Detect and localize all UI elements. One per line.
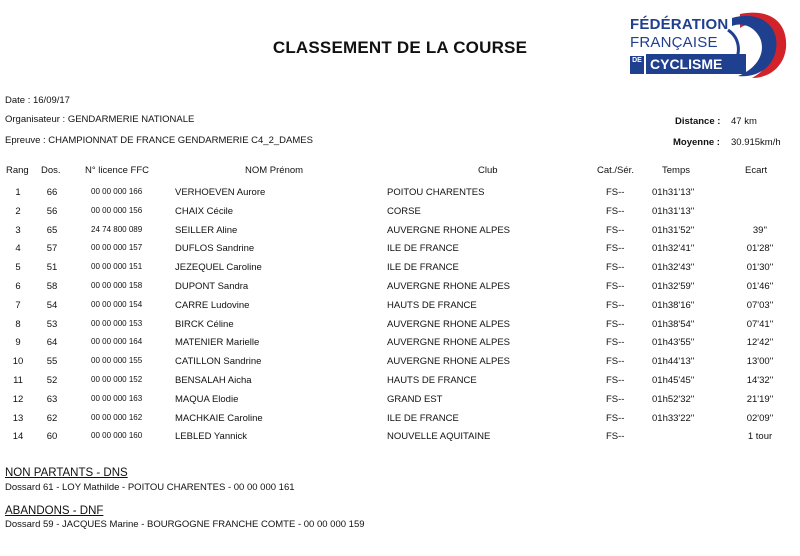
cell-nom: MATENIER Marielle	[175, 337, 260, 349]
moyenne-value: 30.915km/h	[731, 137, 781, 148]
cell-nom: SEILLER Aline	[175, 224, 238, 236]
cell-licence: 00 00 000 162	[91, 412, 143, 422]
cell-cat: FS--	[606, 262, 625, 274]
cell-dos: 58	[46, 281, 58, 292]
header-dos: Dos.	[41, 165, 61, 176]
cell-licence: 00 00 000 151	[91, 262, 143, 272]
page-title: CLASSEMENT DE LA COURSE	[272, 38, 528, 57]
cell-club: GRAND EST	[387, 393, 443, 405]
header-rang: Rang	[6, 165, 29, 176]
table-row	[0, 281, 800, 299]
cell-club: AUVERGNE RHONE ALPES	[387, 318, 511, 330]
table-row	[0, 394, 800, 412]
table-row	[0, 413, 800, 431]
logo-line-2: FRANÇAISE	[630, 34, 718, 51]
cell-nom: CARRE Ludovine	[175, 299, 250, 311]
cell-rang: 11	[13, 375, 23, 386]
header-nom: NOM Prénom	[245, 165, 304, 176]
cell-temps: 01h45'45''	[652, 375, 695, 386]
cell-nom: CATILLON Sandrine	[175, 356, 262, 368]
cell-dos: 63	[46, 393, 58, 405]
cell-club: CORSE	[387, 205, 421, 217]
cell-nom: CHAIX Cécile	[175, 205, 234, 217]
cell-cat: FS--	[606, 281, 625, 292]
cell-club: POITOU CHARENTES	[387, 187, 485, 198]
cell-dos: 53	[46, 318, 58, 330]
cell-temps: 01h44'13''	[652, 356, 695, 368]
cell-club: HAUTS DE FRANCE	[387, 299, 477, 311]
cell-ecart: 14'32''	[746, 375, 774, 386]
cell-rang: 12	[12, 393, 24, 405]
cell-nom: BENSALAH Aicha	[175, 375, 252, 386]
cell-nom: MACHKAIE Caroline	[175, 412, 263, 424]
header-ecart: Ecart	[745, 165, 768, 176]
cell-club: AUVERGNE RHONE ALPES	[387, 281, 511, 292]
cell-nom: LEBLED Yannick	[175, 431, 247, 443]
cell-licence: 24 74 800 089	[91, 224, 143, 234]
table-row	[0, 243, 800, 261]
cell-licence: 00 00 000 154	[91, 299, 143, 309]
cell-ecart: 13'00''	[746, 356, 774, 368]
cell-club: ILE DE FRANCE	[387, 262, 459, 274]
cell-licence: 00 00 000 156	[91, 205, 143, 215]
cell-dos: 55	[46, 356, 58, 368]
cell-licence: 00 00 000 164	[91, 337, 143, 347]
cell-licence: 00 00 000 153	[91, 318, 143, 328]
cell-cat: FS--	[606, 412, 625, 424]
cell-ecart: 1 tour	[747, 431, 773, 443]
cell-nom: BIRCK Céline	[175, 318, 234, 330]
dns-line: Dossard 61 - LOY Mathilde - POITOU CHARENTES - 00 00 000 161	[5, 482, 295, 493]
header-club: Club	[478, 165, 498, 176]
cell-ecart: 01'30''	[746, 262, 774, 274]
distance-label: Distance :	[675, 116, 721, 127]
cell-licence: 00 00 000 157	[91, 243, 143, 253]
cell-cat: FS--	[606, 375, 625, 386]
cell-club: AUVERGNE RHONE ALPES	[387, 224, 511, 236]
logo-line-3: CYCLISME	[646, 54, 746, 74]
cell-temps: 01h31'13''	[652, 205, 695, 217]
cell-cat: FS--	[606, 205, 625, 217]
cell-temps: 01h33'22''	[652, 412, 695, 424]
cell-nom: MAQUA Elodie	[175, 393, 239, 405]
cell-rang: 1	[15, 187, 21, 198]
moyenne-label: Moyenne :	[673, 137, 720, 148]
cell-licence: 00 00 000 152	[91, 375, 143, 384]
cell-licence: 00 00 000 158	[91, 281, 143, 290]
table-row	[0, 319, 800, 337]
cell-nom: VERHOEVEN Aurore	[175, 187, 266, 198]
cell-licence: 00 00 000 163	[91, 393, 143, 403]
cell-cat: FS--	[606, 393, 625, 405]
table-row	[0, 431, 800, 449]
cell-dos: 66	[46, 187, 58, 198]
table-row	[0, 262, 800, 280]
cell-rang: 14	[12, 431, 24, 443]
table-row	[0, 187, 800, 205]
logo-de: DE	[630, 56, 644, 74]
cell-rang: 9	[15, 337, 21, 349]
cell-dos: 60	[46, 431, 58, 443]
cell-licence: 00 00 000 155	[91, 356, 143, 366]
cell-ecart: 07'41''	[746, 318, 774, 330]
cell-temps: 01h32'43''	[652, 262, 695, 274]
cell-rang: 8	[15, 318, 21, 330]
cell-nom: JEZEQUEL Caroline	[175, 262, 262, 274]
table-row	[0, 375, 800, 393]
dnf-title: ABANDONS - DNF	[5, 505, 104, 517]
cell-cat: FS--	[606, 431, 625, 443]
table-row	[0, 225, 800, 243]
cell-rang: 3	[15, 224, 21, 236]
epreuve-text: Epreuve : CHAMPIONNAT DE FRANCE GENDARMERIE C4_2_DAMES	[5, 135, 313, 146]
date-text: Date : 16/09/17	[5, 95, 70, 106]
cell-licence: 00 00 000 160	[91, 431, 143, 441]
cell-temps: 01h38'54''	[652, 318, 695, 330]
header-cat: Cat./Sér.	[597, 165, 634, 176]
cell-cat: FS--	[606, 318, 625, 330]
cell-dos: 51	[46, 262, 58, 274]
table-row	[0, 356, 800, 374]
ffc-logo	[620, 8, 792, 80]
cell-ecart: 02'09''	[746, 412, 774, 424]
cell-dos: 65	[46, 224, 58, 236]
cell-temps: 01h31'52''	[652, 224, 695, 236]
cell-rang: 13	[12, 412, 24, 424]
header-licence: N° licence FFC	[85, 165, 149, 176]
cell-ecart: 01'28''	[746, 243, 774, 255]
cell-rang: 7	[15, 299, 21, 311]
cell-ecart: 01'46''	[746, 281, 774, 292]
cell-nom: DUPONT Sandra	[175, 281, 249, 292]
dns-title: NON PARTANTS - DNS	[5, 467, 128, 479]
cell-cat: FS--	[606, 243, 625, 255]
cell-club: NOUVELLE AQUITAINE	[387, 431, 491, 443]
cell-ecart: 39''	[752, 224, 768, 236]
header-temps: Temps	[662, 165, 690, 176]
cell-temps: 01h43'55''	[652, 337, 695, 349]
cell-dos: 64	[46, 337, 58, 349]
cell-licence: 00 00 000 166	[91, 187, 143, 196]
cell-temps: 01h32'59''	[652, 281, 695, 292]
organisateur-text: Organisateur : GENDARMERIE NATIONALE	[5, 114, 195, 125]
cell-rang: 10	[12, 356, 24, 368]
cell-dos: 57	[46, 243, 58, 255]
cell-ecart: 21'19''	[746, 393, 774, 405]
cell-rang: 2	[15, 205, 21, 217]
cell-cat: FS--	[606, 224, 625, 236]
cell-dos: 56	[46, 205, 58, 217]
cell-temps: 01h38'16''	[652, 299, 695, 311]
cell-cat: FS--	[606, 356, 625, 368]
cell-nom: DUFLOS Sandrine	[175, 243, 255, 255]
dnf-line: Dossard 59 - JACQUES Marine - BOURGOGNE FRANCHE COMTE - 00 00 000 159	[5, 519, 365, 530]
cell-temps: 01h32'41''	[652, 243, 695, 255]
cell-rang: 4	[15, 243, 21, 255]
cell-dos: 62	[46, 412, 58, 424]
cell-dos: 54	[46, 299, 58, 311]
cell-club: ILE DE FRANCE	[387, 243, 459, 255]
table-row	[0, 206, 800, 224]
cell-club: ILE DE FRANCE	[387, 412, 459, 424]
cell-rang: 6	[15, 281, 21, 292]
cell-club: AUVERGNE RHONE ALPES	[387, 337, 511, 349]
cell-cat: FS--	[606, 337, 625, 349]
cell-cat: FS--	[606, 299, 625, 311]
distance-value: 47 km	[731, 116, 757, 127]
table-row	[0, 300, 800, 318]
cell-ecart: 12'42''	[746, 337, 774, 349]
table-row	[0, 337, 800, 355]
cell-rang: 5	[15, 262, 21, 274]
cell-temps: 01h31'13''	[652, 187, 695, 198]
logo-line-1: FÉDÉRATION	[630, 16, 729, 33]
cell-club: AUVERGNE RHONE ALPES	[387, 356, 511, 368]
cell-club: HAUTS DE FRANCE	[387, 375, 477, 386]
cell-dos: 52	[46, 375, 58, 386]
cell-cat: FS--	[606, 187, 625, 198]
cell-temps: 01h52'32''	[652, 393, 695, 405]
cell-ecart: 07'03''	[746, 299, 774, 311]
